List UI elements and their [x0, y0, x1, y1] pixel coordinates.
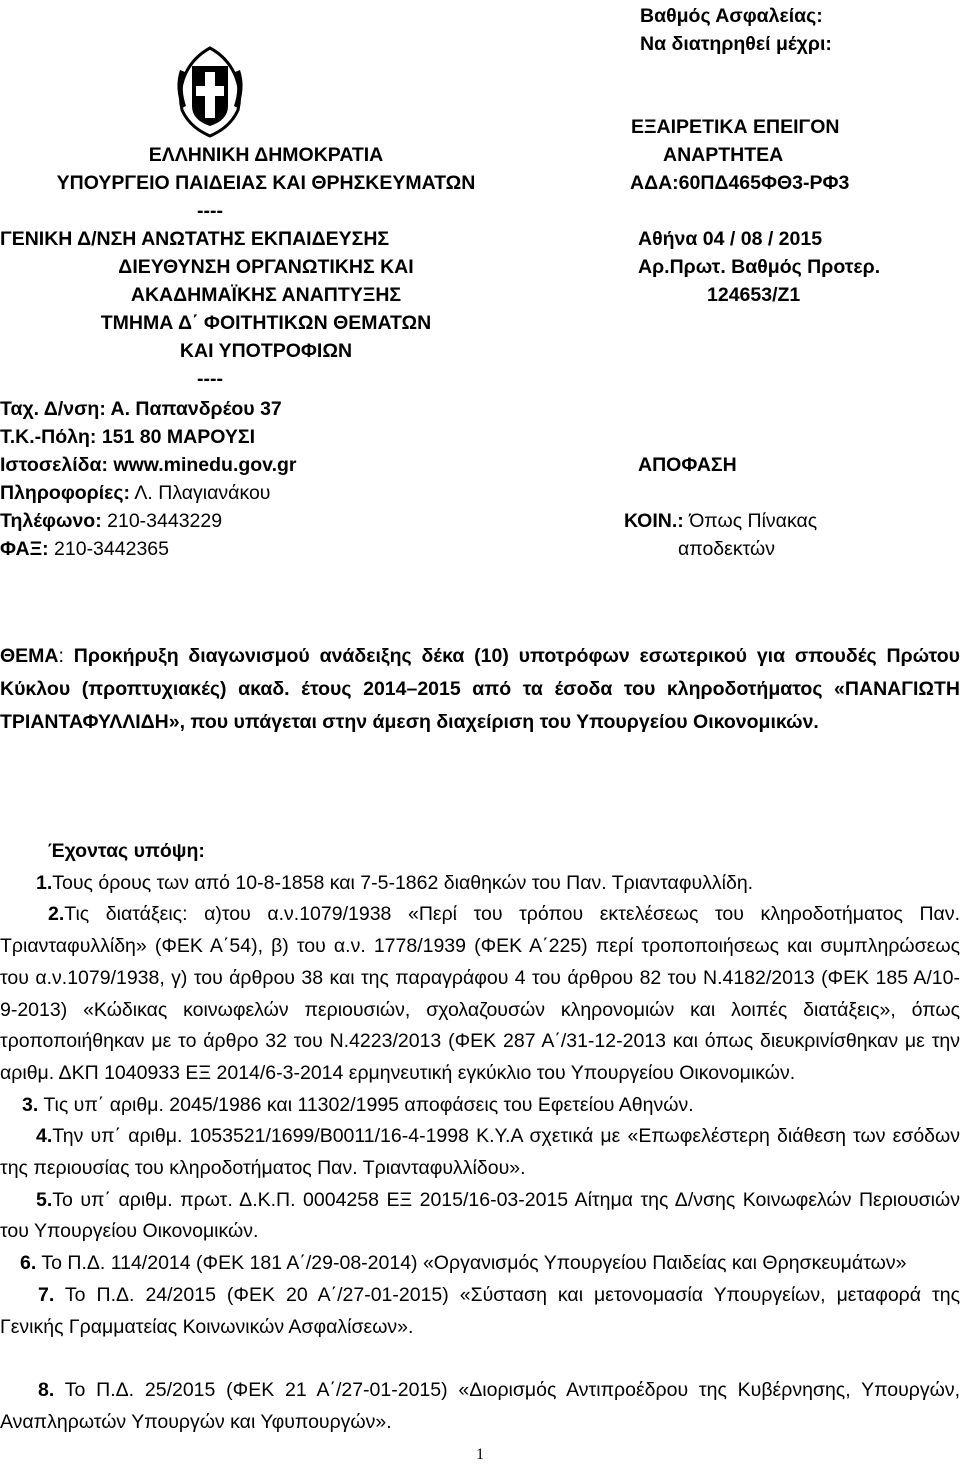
security-level-label: Βαθμός Ασφαλείας:: [640, 5, 823, 27]
considerations-heading: Έχοντας υπόψη:: [48, 840, 205, 862]
separator: ----: [197, 200, 223, 222]
retention-label: Να διατηρηθεί μέχρι:: [640, 33, 832, 55]
website: Ιστοσελίδα: www.minedu.gov.gr: [0, 454, 297, 476]
protocol-label: Αρ.Πρωτ. Βαθμός Προτερ.: [638, 256, 881, 278]
consideration-number: 7.: [38, 1283, 55, 1306]
consideration-text: Το υπ΄ αριθμ. πρωτ. Δ.Κ.Π. 0004258 ΕΞ 2015/16-03-2015 Αίτημα της Δ/νσης Κοινωφελών Περιουσιών του Υπουργείου Οικονομικών.: [0, 1188, 960, 1243]
consideration-text: Το Π.Δ. 114/2014 (ΦΕΚ 181 Α΄/29-08-2014) «Οργανισμός Υπουργείου Παιδείας και Θρησκευμάτων»: [36, 1252, 907, 1275]
subject-paragraph: ΘΕΜΑ: Προκήρυξη διαγωνισμού ανάδειξης δέκα (10) υποτρόφων εσωτερικού για σπουδές Πρώτου Κύκλου (προπτυχιακές) ακαδ. έτους 2014–2015 από τα έσοδα του κληροδοτήματος «ΠΑΝΑΓΙΩΤΗ ΤΡΙΑΝΤΑΦΥΛΛΙΔΗ», που υπάγεται στην άμεση διαχείριση του Υπουργείου Οικονομικών.: [0, 645, 960, 733]
consideration-number: 6.: [20, 1252, 37, 1275]
subject-label: ΘΕΜΑ: [0, 645, 59, 667]
fax-label: ΦΑΞ:: [0, 538, 49, 560]
place-date: Αθήνα 04 / 08 / 2015: [638, 228, 823, 250]
fax-value: 210-3442365: [54, 538, 169, 560]
consideration-item: [0, 1248, 960, 1280]
consideration-item: [0, 899, 960, 1089]
info-contact: [0, 479, 270, 507]
ministry-heading: ΥΠΟΥΡΓΕΙΟ ΠΑΙΔΕΙΑΣ ΚΑΙ ΘΡΗΣΚΕΥΜΑΤΩΝ: [56, 172, 476, 194]
consideration-item: [0, 1280, 960, 1343]
consideration-item: [0, 1185, 960, 1248]
fax-contact: [0, 535, 169, 563]
directorate-line-1: ΔΙΕΥΘΥΝΣΗ ΟΡΓΑΝΩΤΙΚΗΣ ΚΑΙ: [118, 256, 414, 278]
urgency-label: ΕΞΑΙΡΕΤΙΚΑ ΕΠΕΙΓΟΝ: [631, 116, 840, 138]
recipients-value: Όπως Πίνακας: [689, 510, 818, 532]
recipients: [624, 507, 817, 535]
consideration-item: [0, 1121, 960, 1184]
republic-heading: ΕΛΛΗΝΙΚΗ ΔΗΜΟΚΡΑΤΙΑ: [148, 144, 384, 166]
recipients-value-cont: αποδεκτών: [678, 538, 775, 560]
directorate-line-2: ΑΚΑΔΗΜΑΪΚΗΣ ΑΝΑΠΤΥΞΗΣ: [130, 284, 402, 306]
postal-address: Ταχ. Δ/νση: Α. Παπανδρέου 37: [0, 398, 282, 420]
consideration-text: Τις διατάξεις: α)του α.ν.1079/1938 «Περί του τρόπου εκτελέσεως του κληροδοτήματος Παν. Τριανταφυλλίδη» (ΦΕΚ Α΄54), β) του α.ν. 1778/1939 (ΦΕΚ Α΄225) περί τροποποιήσεως και συμπληρώσεως του α.ν.1079/1938, γ) του άρθρου 38 και της παραγράφου 4 του άρθρου 82 του Ν.4182/2013 (ΦΕΚ 185 Α/10-9-2013) «Κώδικας κοινωφελών περιουσιών, σχολαζουσών κληρονομιών και λοιπές διατάξεις», όπως τροποποιήθηκαν με το άρθρο 32 του Ν.4223/2013 (ΦΕΚ 287 Α΄/31-12-2013 και όπως διευκρινίσθηκαν με την αριθμ. ΔΚΠ 1040933 ΕΞ 2014/6-3-2014 ερμηνευτική εγκύκλιο του Υπουργείου Οικονομικών.: [0, 903, 960, 1084]
consideration-item: [0, 1090, 960, 1122]
protocol-number: 124653/Ζ1: [707, 284, 801, 306]
consideration-number: 4.: [36, 1125, 53, 1148]
consideration-text: Τους όρους των από 10-8-1858 και 7-5-1862 διαθηκών του Παν. Τριανταφυλλίδη.: [52, 871, 754, 894]
document-type: ΑΠΟΦΑΣΗ: [638, 454, 737, 476]
phone-label: Τηλέφωνο:: [0, 510, 102, 532]
postal-code-city: Τ.Κ.-Πόλη: 151 80 ΜΑΡΟΥΣΙ: [0, 426, 255, 448]
considerations-list: [0, 868, 960, 1439]
consideration-number: 1.: [36, 871, 53, 894]
consideration-item: [0, 1375, 960, 1438]
ada-code: ΑΔΑ:60ΠΔ465ΦΘ3-ΡΦ3: [630, 172, 850, 194]
consideration-text: Το Π.Δ. 25/2015 (ΦΕΚ 21 Α΄/27-01-2015) «Διορισμός Αντιπροέδρου της Κυβέρνησης, Υπουργών, Αναπληρωτών Υπουργών και Υφυπουργών».: [0, 1379, 960, 1433]
separator: ----: [197, 368, 223, 390]
consideration-text: Τις υπ΄ αριθμ. 2045/1986 και 11302/1995 αποφάσεις του Εφετείου Αθηνών.: [38, 1093, 694, 1116]
general-directorate: ΓΕΝΙΚΗ Δ/ΝΣΗ ΑΝΩΤΑΤΗΣ ΕΚΠΑΙΔΕΥΣΗΣ: [0, 228, 390, 250]
phone-contact: [0, 507, 222, 535]
subject-text: Προκήρυξη διαγωνισμού ανάδειξης δέκα (10) υποτρόφων εσωτερικού για σπουδές Πρώτου Κύκλου (προπτυχιακές) ακαδ. έτους 2014–2015 από τα έσοδα του κληροδοτήματος «ΠΑΝΑΓΙΩΤΗ ΤΡΙΑΝΤΑΦΥΛΛΙΔΗ», που υπάγεται στην άμεση διαχείριση του Υπουργείου Οικονομικών.: [0, 645, 960, 733]
info-label: Πληροφορίες:: [0, 482, 131, 504]
department-line-1: ΤΜΗΜΑ Δ΄ ΦΟΙΤΗΤΙΚΩΝ ΘΕΜΑΤΩΝ: [100, 312, 432, 334]
posting-label: ΑΝΑΡΤΗΤΕΑ: [663, 144, 784, 166]
consideration-number: 8.: [38, 1379, 55, 1402]
page-number: 1: [476, 1446, 484, 1463]
consideration-text: Το Π.Δ. 24/2015 (ΦΕΚ 20 Α΄/27-01-2015) «Σύσταση και μετονομασία Υπουργείων, μεταφορά της Γενικής Γραμματείας Κοινωνικών Ασφαλίσεων».: [0, 1283, 960, 1338]
consideration-item: [0, 868, 960, 900]
consideration-number: 3.: [22, 1093, 39, 1116]
consideration-text: Την υπ΄ αριθμ. 1053521/1699/Β0011/16-4-1998 Κ.Υ.Α σχετικά με «Επωφελέστερη διάθεση των εσόδων της περιουσίας του κληροδοτήματος Παν. Τριανταφυλλίδου».: [0, 1125, 960, 1180]
phone-value: 210-3443229: [107, 510, 223, 532]
recipients-label: ΚΟΙΝ.:: [624, 510, 684, 532]
consideration-number: 2.: [48, 903, 65, 926]
greek-coat-of-arms-emblem: [160, 40, 260, 140]
consideration-number: 5.: [36, 1188, 53, 1211]
department-line-2: ΚΑΙ ΥΠΟΤΡΟΦΙΩΝ: [179, 340, 353, 362]
considerations-section: [0, 836, 960, 1439]
info-value: Λ. Πλαγιανάκου: [134, 482, 271, 504]
